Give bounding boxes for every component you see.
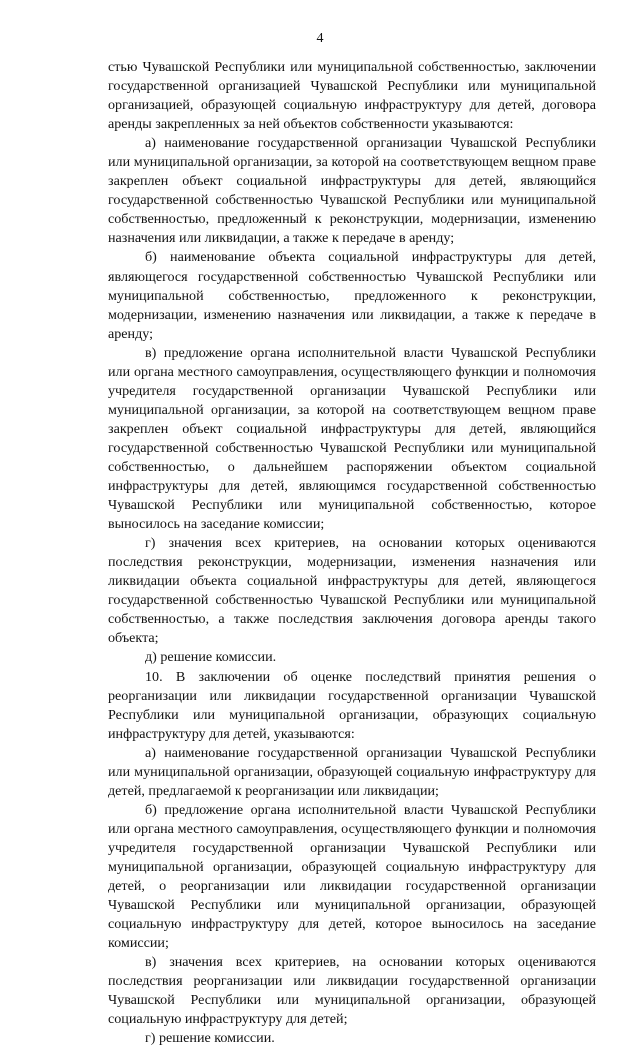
paragraph-clause-10: 10. В заключении об оценке последствий принятия решения о реорганизации или ликвидации государственной организации Чувашской Республики или муниципальной организации, образующих социальную инфраструктуру для детей, указываются: (108, 668, 596, 742)
paragraph-item-9e: д) решение комиссии. (145, 649, 277, 666)
paragraph-item-10d: г) решение комиссии. (145, 1030, 275, 1047)
paragraph-continuation: стью Чувашской Республики или муниципальной собственностью, заключении государственной организацией Чувашской Республики или муниципальной организацией, образующей социальную инфраструктуру для детей, договора аренды закрепленных за ней объектов собственности указываются: (108, 59, 596, 133)
paragraph-item-9a: а) наименование государственной организации Чувашской Республики или муниципальной организации, за которой на соответствующем вещном праве закреплен объект социальной инфраструктуры для детей, являющийся государственной собственностью Чувашской Республики или муниципальной собственностью, предложенный к реконструкции, модернизации, изменению назначения или ликвидации, а также к передаче в аренду; (108, 135, 596, 247)
paragraph-item-9c: в) предложение органа исполнительной власти Чувашской Республики или органа местного самоуправления, осуществляющего функции и полномочия учредителя государственной организации Чувашской Республики или муниципальной организации, за которой на соответствующем вещном праве закреплен объект социальной инфраструктуры для детей, являющийся государственной собственностью Чувашской Республики или муниципальной собственностью, о дальнейшем распоряжении объектом социальной инфраструктуры для детей, являющимся государственной собственностью Чувашской Республики или муниципальной собственностью, которое выносилось на заседание комиссии; (108, 344, 596, 533)
paragraph-item-10b: б) предложение органа исполнительной власти Чувашской Республики или органа местного самоуправления, осуществляющего функции и полномочия учредителя государственной организации Чувашской Республики или муниципальной организации, образующей социальную инфраструктуру для детей, о реорганизации или ликвидации государственной организации Чувашской Республики или муниципальной организации, образующей социальную инфраструктуру для детей, которое выносилось на заседание комиссии; (108, 801, 596, 952)
document-body (108, 58, 596, 1048)
paragraph-item-9d: г) значения всех критериев, на основании которых оцениваются последствия реконструкции, модернизации, изменения назначения или ликвидации объекта социальной инфраструктуры для детей, являющегося государственной собственностью Чувашской Республики или муниципальной собственностью, а также последствия заключения договора аренды такого объекта; (108, 535, 596, 647)
paragraph-item-10c: в) значения всех критериев, на основании которых оцениваются последствия реорганизации или ликвидации государственной организации Чувашской Республики или муниципальной организации, образующей социальную инфраструктуру для детей; (108, 954, 596, 1028)
paragraph-item-9b: б) наименование объекта социальной инфраструктуры для детей, являющегося государственной собственностью Чувашской Республики или муниципальной собственностью, предложенного к реконструкции, модернизации, изменению назначения или ликвидации, а также к передаче в аренду; (108, 249, 596, 342)
paragraph-item-10a: а) наименование государственной организации Чувашской Республики или муниципальной организации, образующей социальную инфраструктуру для детей, предлагаемой к реорганизации или ликвидации; (108, 744, 596, 799)
page-number: 4 (316, 31, 324, 46)
